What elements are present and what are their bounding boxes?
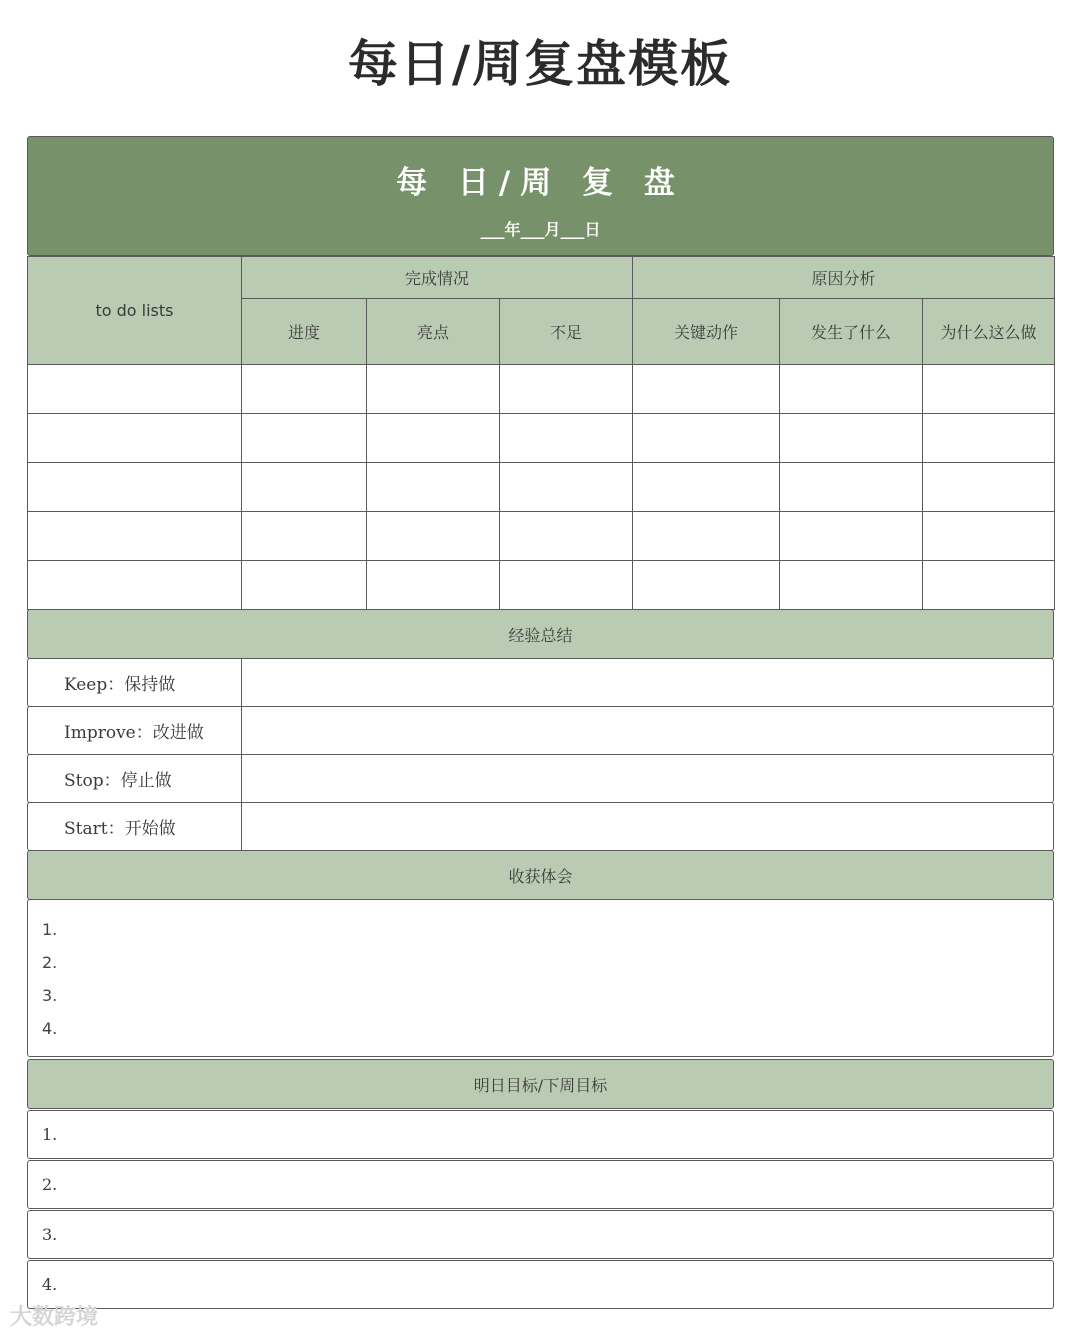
table-cell[interactable] bbox=[367, 414, 500, 463]
table-cell[interactable] bbox=[633, 414, 780, 463]
goals-title: 明日目标/下周目标 bbox=[473, 1075, 608, 1095]
table-cell[interactable] bbox=[242, 365, 367, 414]
column-header-progress: 进度 bbox=[242, 299, 367, 365]
table-cell[interactable] bbox=[367, 512, 500, 561]
date-line: ___年___月___日 bbox=[480, 220, 601, 239]
table-row bbox=[28, 512, 1055, 561]
list-item: 1. bbox=[42, 920, 58, 939]
table-cell[interactable] bbox=[780, 463, 923, 512]
todo-lists-header: to do lists bbox=[28, 257, 242, 365]
table-row bbox=[28, 414, 1055, 463]
goals-section-header bbox=[27, 1059, 1054, 1109]
table-cell[interactable] bbox=[28, 561, 242, 610]
summary-row-keep bbox=[27, 658, 1054, 707]
goal-line[interactable]: 3. bbox=[27, 1210, 1054, 1259]
table-cell[interactable] bbox=[242, 463, 367, 512]
table-cell[interactable] bbox=[28, 365, 242, 414]
goal-line[interactable]: 1. bbox=[27, 1110, 1054, 1159]
goal-line[interactable]: 2. bbox=[27, 1160, 1054, 1209]
summary-row-stop bbox=[27, 754, 1054, 803]
table-cell[interactable] bbox=[923, 463, 1055, 512]
table-cell[interactable] bbox=[923, 512, 1055, 561]
reason-group-header: 原因分析 bbox=[633, 257, 1055, 299]
completion-group-header: 完成情况 bbox=[242, 257, 633, 299]
table-cell[interactable] bbox=[28, 414, 242, 463]
table-cell[interactable] bbox=[633, 463, 780, 512]
table-cell[interactable] bbox=[500, 512, 633, 561]
list-item: 2. bbox=[42, 953, 58, 972]
insights-title: 收获体会 bbox=[508, 866, 573, 886]
table-cell[interactable] bbox=[500, 365, 633, 414]
table-cell[interactable] bbox=[242, 512, 367, 561]
table-cell[interactable] bbox=[500, 561, 633, 610]
summary-row-start bbox=[27, 802, 1054, 851]
summary-label: Stop：停止做 bbox=[28, 755, 242, 802]
table-cell[interactable] bbox=[780, 365, 923, 414]
goal-line[interactable]: 4. bbox=[27, 1260, 1054, 1309]
sheet-title: 每 日/周 复 盘 bbox=[396, 165, 685, 201]
summary-row-improve bbox=[27, 706, 1054, 755]
table-cell[interactable] bbox=[367, 365, 500, 414]
table-cell[interactable] bbox=[780, 561, 923, 610]
table-cell[interactable] bbox=[780, 414, 923, 463]
table-cell[interactable] bbox=[633, 512, 780, 561]
table-cell[interactable] bbox=[500, 414, 633, 463]
table-cell[interactable] bbox=[923, 561, 1055, 610]
table-row bbox=[28, 463, 1055, 512]
page-title: 每日/周复盘模板 bbox=[347, 34, 733, 93]
insights-notes[interactable] bbox=[27, 899, 1054, 1057]
todo-table bbox=[27, 256, 1055, 610]
table-row bbox=[28, 561, 1055, 610]
table-cell[interactable] bbox=[242, 561, 367, 610]
watermark: 大数跨境 bbox=[10, 1305, 99, 1330]
table-cell[interactable] bbox=[633, 561, 780, 610]
column-header-highlights: 亮点 bbox=[367, 299, 500, 365]
summary-input[interactable] bbox=[242, 755, 1053, 802]
column-header-why: 为什么这么做 bbox=[923, 299, 1055, 365]
summary-label: Start：开始做 bbox=[28, 803, 242, 850]
table-cell[interactable] bbox=[28, 512, 242, 561]
table-cell[interactable] bbox=[633, 365, 780, 414]
summary-section-header bbox=[27, 609, 1054, 659]
column-header-shortcomings: 不足 bbox=[500, 299, 633, 365]
column-header-key-actions: 关键动作 bbox=[633, 299, 780, 365]
review-sheet bbox=[27, 136, 1054, 1309]
table-row bbox=[28, 365, 1055, 414]
table-cell[interactable] bbox=[367, 463, 500, 512]
summary-title: 经验总结 bbox=[508, 625, 573, 645]
summary-label: Keep：保持做 bbox=[28, 659, 242, 706]
table-cell[interactable] bbox=[367, 561, 500, 610]
table-cell[interactable] bbox=[923, 414, 1055, 463]
sheet-header bbox=[27, 136, 1054, 256]
table-cell[interactable] bbox=[500, 463, 633, 512]
list-item: 4. bbox=[42, 1019, 58, 1038]
list-item: 3. bbox=[42, 986, 58, 1005]
table-cell[interactable] bbox=[242, 414, 367, 463]
summary-input[interactable] bbox=[242, 659, 1053, 706]
summary-input[interactable] bbox=[242, 803, 1053, 850]
table-cell[interactable] bbox=[923, 365, 1055, 414]
table-cell[interactable] bbox=[28, 463, 242, 512]
column-header-what-happened: 发生了什么 bbox=[780, 299, 923, 365]
insights-section-header bbox=[27, 850, 1054, 900]
summary-label: Improve：改进做 bbox=[28, 707, 242, 754]
summary-input[interactable] bbox=[242, 707, 1053, 754]
table-cell[interactable] bbox=[780, 512, 923, 561]
